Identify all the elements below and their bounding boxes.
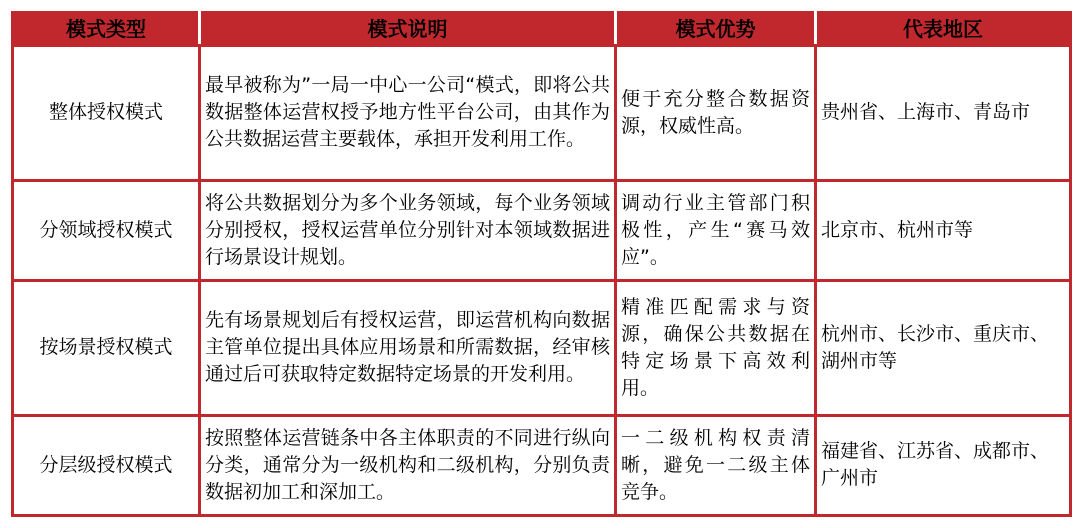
regions-cell: 贵州省、上海市、青岛市 xyxy=(816,46,1071,181)
table-row xyxy=(13,415,1071,515)
mode-description-cell: 最早被称为”一局一中心一公司“模式，即将公共数据整体运营权授予地方性平台公司，由其作为公共数据运营主要载体，承担开发利用工作。 xyxy=(200,46,616,181)
header-representative-regions: 代表地区 xyxy=(816,13,1071,46)
mode-type-cell: 整体授权模式 xyxy=(13,46,200,181)
mode-advantage-cell: 一二级机构权责清晰，避免一二级主体竞争。 xyxy=(616,415,816,515)
header-mode-advantage: 模式优势 xyxy=(616,13,816,46)
table-row xyxy=(13,280,1071,415)
mode-advantage-cell: 便于充分整合数据资源，权威性高。 xyxy=(616,46,816,181)
regions-cell: 福建省、江苏省、成都市、广州市 xyxy=(816,415,1071,515)
header-mode-type: 模式类型 xyxy=(13,13,200,46)
regions-cell: 北京市、杭州市等 xyxy=(816,180,1071,280)
mode-description-cell: 按照整体运营链条中各主体职责的不同进行纵向分类，通常分为一级机构和二级机构，分别负责数据初加工和深加工。 xyxy=(200,415,616,515)
table-header-row xyxy=(13,13,1071,46)
authorization-modes-table xyxy=(11,11,1072,517)
regions-cell: 杭州市、长沙市、重庆市、湖州市等 xyxy=(816,280,1071,415)
mode-type-cell: 分领域授权模式 xyxy=(13,180,200,280)
table-row xyxy=(13,180,1071,280)
mode-description-cell: 将公共数据划分为多个业务领域，每个业务领域分别授权，授权运营单位分别针对本领域数据进行场景设计规划。 xyxy=(200,180,616,280)
table-row xyxy=(13,46,1071,181)
mode-type-cell: 分层级授权模式 xyxy=(13,415,200,515)
mode-description-cell: 先有场景规划后有授权运营，即运营机构向数据主管单位提出具体应用场景和所需数据，经审核通过后可获取特定数据特定场景的开发利用。 xyxy=(200,280,616,415)
mode-type-cell: 按场景授权模式 xyxy=(13,280,200,415)
header-mode-description: 模式说明 xyxy=(200,13,616,46)
mode-advantage-cell: 精准匹配需求与资源，确保公共数据在特定场景下高效利用。 xyxy=(616,280,816,415)
mode-advantage-cell: 调动行业主管部门积极性，产生“赛马效应”。 xyxy=(616,180,816,280)
